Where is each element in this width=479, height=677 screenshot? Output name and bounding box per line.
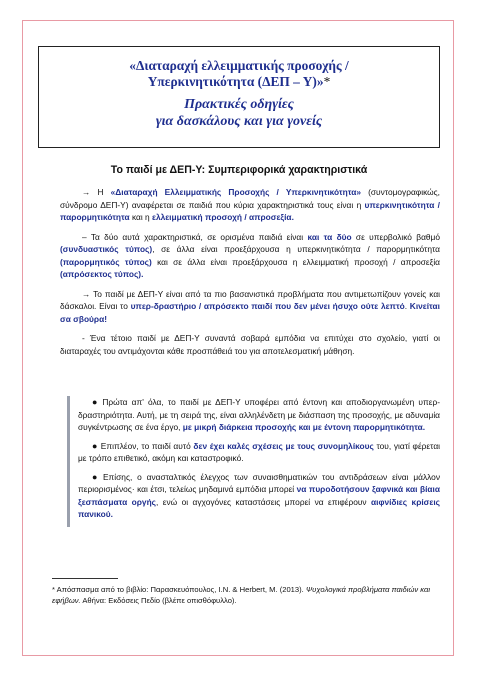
highlight: υπερκινητικότητα / παρορμητικότητα (60, 199, 440, 222)
text: , σε άλλα είναι προεξάρχουσα η υπερκινητικότητα / παρορμητικότητα (152, 244, 440, 254)
bullet-item-2 (78, 440, 440, 465)
paragraph-3 (60, 288, 440, 326)
text: , ενώ οι αγχογόνες καταστάσεις μπορεί να επιφέρουν (156, 496, 372, 507)
section-heading: Το παιδί με ΔΕΠ-Υ: Συμπεριφορικά χαρακτηριστικά (110, 164, 368, 176)
title-asterisk: * (323, 74, 331, 89)
bullet-item-3 (78, 471, 440, 521)
text: και η (129, 212, 152, 222)
highlight: ελλειμματική προσοχή / απροσεξία. (151, 212, 294, 222)
paragraph-4 (60, 332, 440, 357)
arrow-icon: → (82, 187, 91, 197)
title-line-2: Υπερκινητικότητα (ΔΕΠ – Υ)» (147, 74, 324, 89)
bullet-icon: ● (92, 440, 98, 451)
text: Επιπλέον, το παιδί αυτό (100, 440, 194, 451)
bullet-item-1 (78, 396, 440, 434)
text: και σε άλλα είναι προεξάρχουσα η ελλειμματική προσοχή / απροσεξία (151, 256, 440, 267)
highlight: και τα δύο (307, 231, 352, 242)
paragraph-2 (60, 231, 440, 281)
document-title (39, 58, 439, 90)
highlight: «Διαταραχή Ελλειμματικής Προσοχής / Υπερκινητικότητα» (110, 187, 361, 197)
arrow-icon: → (82, 288, 91, 299)
document-subtitle (39, 96, 439, 130)
title-line-1: «Διαταραχή ελλειμματικής προσοχής / (129, 58, 349, 73)
subtitle-line-1: Πρακτικές οδηγίες (184, 97, 294, 112)
subtitle-line-2: για δασκάλους και για γονείς (155, 114, 323, 129)
highlight: (συνδυαστικός τύπος) (60, 244, 153, 254)
highlight: (παρορμητικός τύπος) (60, 256, 152, 267)
highlight: να πυροδοτήσουν ξαφνικά και βίαια ξεσπάσματα οργής (78, 484, 440, 507)
text: Πρώτα απ' όλα, το παιδί με ΔΕΠ-Υ υποφέρει από έντονη και αποδιοργανωμένη υπερ-δραστηριότητα. Αυτή, με τη σειρά της, είναι αλληλένδετη με διάσπαση της προσοχής, με αδυναμία συγκέντρωσης σε ένα έργο, (78, 397, 440, 432)
highlight: με μικρή διάρκεια προσοχής και με έντονη παρορμητικότητα. (182, 422, 426, 432)
highlight: υπερ-δραστήριο / απρόσεκτο παιδί που δεν μένει ήσυχο ούτε λεπτό (130, 301, 405, 311)
text: – Τα δύο αυτά χαρακτηριστικά, σε ορισμένα παιδιά είναι (82, 231, 308, 242)
highlight: Κινείται σα σβούρα! (60, 301, 440, 324)
highlight: δεν έχει καλές σχέσεις με τους συνομηλίκους (193, 440, 374, 451)
text: - Ένα τέτοιο παιδί με ΔΕΠ-Υ συναντά σοβαρά εμπόδια να επιτύχει στο σχολείο, γιατί οι διαταραχές του αντιμάχονται κάθε προσπάθειά του για αποτελεσματική μάθηση. (60, 333, 440, 356)
paragraph-1 (60, 186, 440, 224)
highlight: (απρόσεκτος τύπος). (60, 269, 144, 279)
bullet-icon: ● (92, 397, 100, 407)
book-title: Ψυχολογικά προβλήματα παιδιών και εφήβων. (52, 585, 431, 605)
text: Αθήνα: Εκδόσεις Πεδίο (βλέπε οπισθόφυλλο). (80, 596, 237, 605)
text: . (404, 301, 410, 311)
text: Απόσπασμα από το βιβλίο: Παρασκευόπουλος, Ι.Ν. & Herbert, M. (2013). (54, 585, 306, 594)
footnote-mark: * (52, 585, 55, 594)
text: Το παιδί με ΔΕΠ-Υ είναι από τα πιο βασανιστικά προβλήματα που αντιμετωπίζουν γονείς και δάσκαλοι. Είναι το (60, 288, 440, 311)
title-box (38, 46, 440, 148)
footnote (52, 584, 440, 606)
bullet-icon: ● (92, 471, 100, 482)
footnote-divider (52, 578, 118, 579)
text: Η (90, 187, 111, 197)
body-text (60, 186, 440, 364)
text: (συντομογραφικώς, σύνδρομο ΔΕΠ-Υ) αναφέρεται σε παιδιά που κύρια χαρακτηριστικά τους είναι η (60, 187, 440, 210)
text: του, γιατί φέρεται με τρόπο επιθετικό, ακόμη και καταστροφικό. (78, 440, 440, 463)
highlight: αιφνίδιες κρίσεις πανικού. (78, 496, 440, 519)
text: σε υπερβολικό βαθμό (351, 231, 441, 242)
text: Επίσης, ο ανασταλτικός έλεγχος των συναισθηματικών του αντιδράσεων είναι μάλλον περιορισμένος· και έτσι, τελείως μηδαμινά εμπόδια μπορεί (78, 471, 440, 494)
bullet-list (67, 396, 440, 527)
